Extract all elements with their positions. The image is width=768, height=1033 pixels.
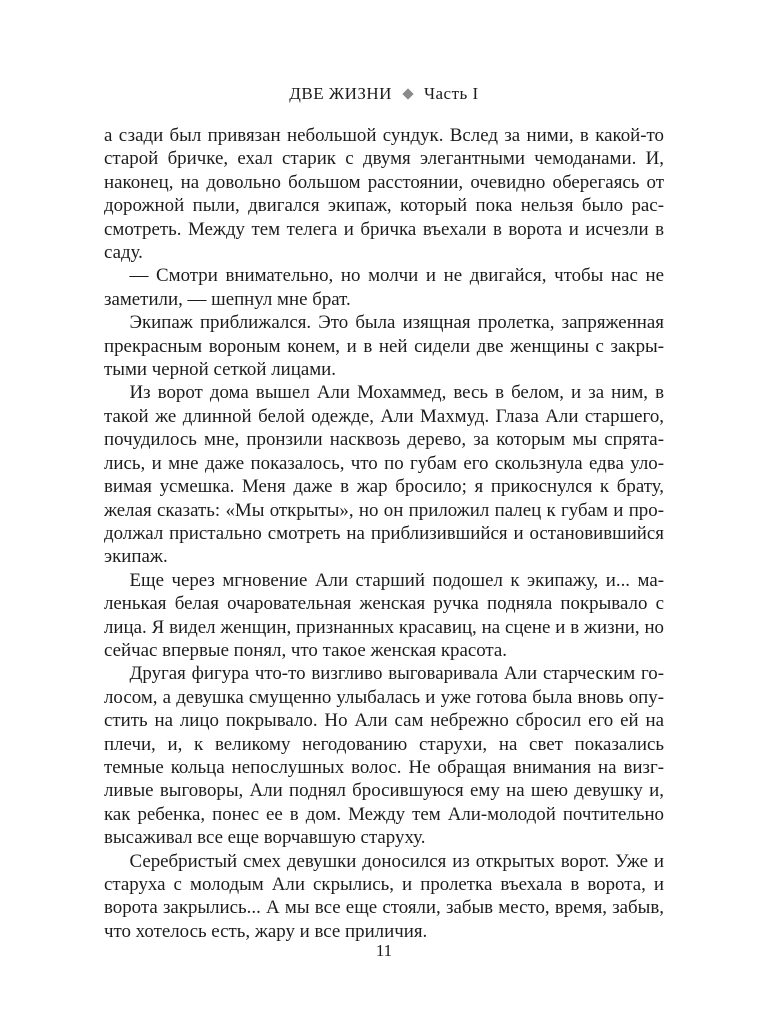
diamond-ornament-icon — [402, 88, 413, 99]
paragraph: — Смотри внимательно, но молчи и не двигайся, чтобы нас не заметили, — шепнул мне брат. — [104, 265, 664, 310]
paragraph: Еще через мгновение Али старший подошел к экипажу, и... маленькая белая очаровательная женская ручка подняла покрывало с лица. Я видел женщин, признанных красавиц, на сцене и в жизни, но сейчас впервые понял, что такое женская красота. — [104, 569, 664, 661]
paragraph: Серебристый смех девушки доносился из открытых ворот. Уже и старуха с молодым Али скрылись, и пролетка въехала в ворота, и ворота закрылись... А мы все еще стояли, забыв место, время, забыв, что хотелось есть, жару и все приличия. — [104, 850, 664, 942]
paragraph: Другая фигура что-то визгливо выговаривала Али старческим голосом, а девушка смущенно улыбалась и уже готова была вновь опустить на лицо покрывало. Но Али сам небрежно сбросил его ей на плечи, и, к великому негодованию старухи, на свет показались темные кольца непослушных волос. Не обращая внимания на визгливые выговоры, Али поднял бросившуюся ему на шею девушку и, как ребенка, понес ее в дом. Между тем Али-молодой почтительно высаживал все еще ворчавшую старуху. — [104, 663, 664, 849]
running-head — [104, 80, 664, 108]
page-text — [104, 124, 664, 943]
book-title: ДВЕ ЖИЗНИ — [289, 84, 392, 103]
paragraph-continued: а сзади был привязан небольшой сундук. Вслед за ними, в какой-то старой бричке, ехал старик с двумя элегантными чемоданами. И, наконец, на довольно большом расстоянии, очевидно оберегаясь от дорожной пыли, двигался экипаж, который пока нельзя было рассмотреть. Между тем телега и бричка въехали в ворота и исчезли в саду. — [104, 125, 664, 264]
paragraph: Из ворот дома вышел Али Мохаммед, весь в белом, и за ним, в такой же длинной белой одежде, Али Махмуд. Глаза Али старшего, почудилось мне, пронзили насквозь дерево, за которым мы спрятались, и мне даже показалось, что по губам его скользнула едва уловимая усмешка. Меня даже в жар бросило; я прикоснулся к брату, желая сказать: «Мы открыты», но он приложил палец к губам и продолжал пристально смотреть на приблизившийся и остановившийся экипаж. — [104, 382, 664, 568]
paragraph: Экипаж приближался. Это была изящная пролетка, запряженная прекрасным вороным конем, и в ней сидели две женщины с закрытыми черной сеткой лицами. — [104, 312, 664, 381]
part-title: Часть I — [423, 84, 479, 103]
page-number: 11 — [375, 941, 393, 960]
